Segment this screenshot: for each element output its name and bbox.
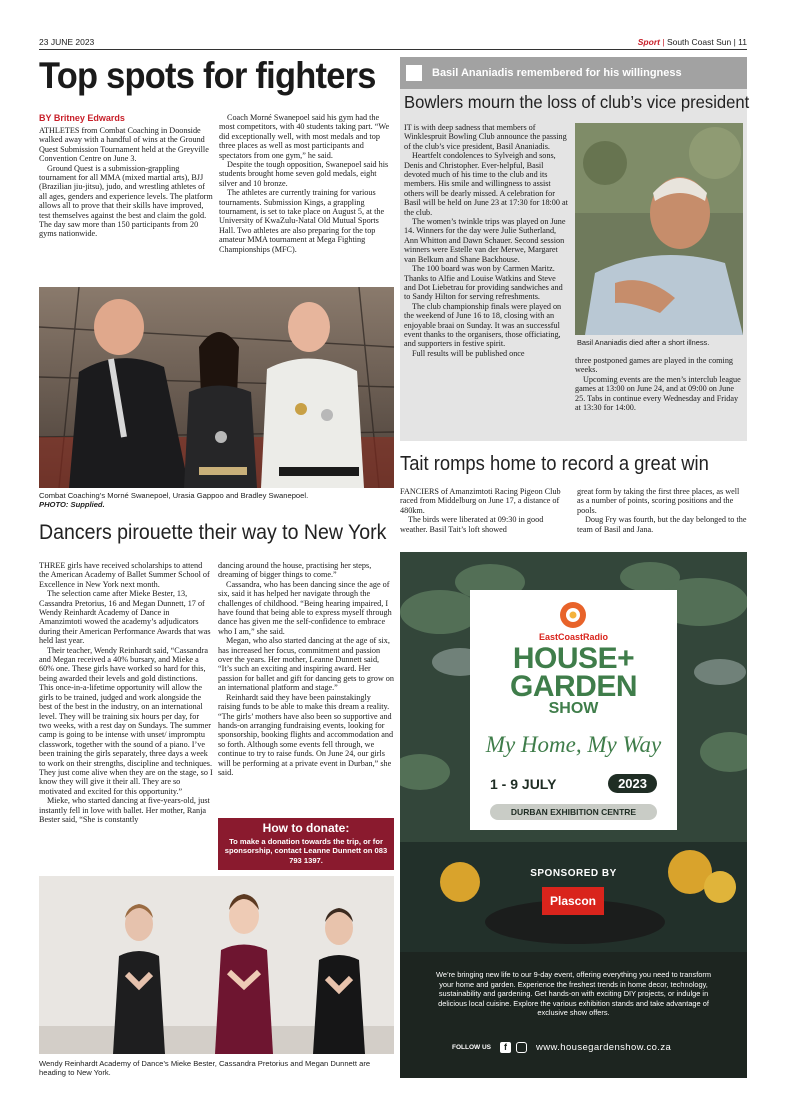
bowls-para: Heartfelt condolences to Sylveigh and sons, Denis and Christopher. Ever-helpful, Basil devoted much of his time to the club and its members. His smile and willingness to assist others will be dearly missed. A celebration for Basil will be held on June 23 at 17:30 for 18:00 at the club. xyxy=(404,151,568,217)
dancers-caption: Wendy Reinhardt Academy of Dance’s Mieke Bester, Cassandra Pretorius and Megan Dunnett are heading to New York. xyxy=(39,1059,371,1077)
bowls-kicker: Basil Ananiadis remembered for his willingness xyxy=(432,67,682,79)
header-page: 11 xyxy=(738,37,747,47)
bowls-photo xyxy=(575,123,743,335)
fighters-byline: BY Britney Edwards xyxy=(39,113,125,123)
fighters-para: Ground Quest is a submission-grappling tournament for all MMA (mixed martial arts), BJJ (Brazilian jiu-jitsu), judo, and wrestling athletes of all ages, genders and experience levels. The platform allows all to prove that their skills have improved, test themselves against the best and claim the gold. The day saw more than 150 participants from 20 gyms nationwide. xyxy=(39,163,213,239)
bowls-kicker-bar xyxy=(400,57,747,89)
pigeons-para: great form by taking the first three places, as well as a number of points, scoring positions and the pools. xyxy=(577,487,740,515)
advert-blurb: We’re bringing new life to our 9-day event, offering everything you need to transform your home and garden. Experience the freshest trends in home decor, technology, sustainability and gardening. Get hands-on with exciting DIY projects, or indulge in delicious local cuisine. Explore the various exhibition stands and take advantage of exclusive show offers. xyxy=(436,970,711,1018)
advert-flower-icon xyxy=(558,600,588,630)
advert-dates-row xyxy=(490,774,657,796)
fighters-headline: Top spots for fighters xyxy=(39,55,376,96)
advert-url[interactable]: www.housegardenshow.co.za xyxy=(536,1042,672,1053)
bowls-col1 xyxy=(404,123,569,358)
instagram-icon[interactable] xyxy=(516,1042,527,1053)
dancers-para: Cassandra, who has been dancing since the age of six, said it has helped her navigate through the challenges of childhood. “Being hearing impaired, I have found that being able to express myself through dance has given me the self-confidence to embrace who I am,” she said. xyxy=(218,579,392,636)
bowls-para: The club championship finals were played on the weekend of June 16 to 18, closing with an enjoyable braai on Sunday. It was an successful event thanks to the organisers, those officiating, and supporters in festive spirit. xyxy=(404,301,562,349)
pigeons-para: The birds were liberated at 09:30 in good weather. Basil Tait’s loft showed xyxy=(400,515,544,534)
advert-title-3: SHOW xyxy=(548,700,599,717)
dancers-para: Megan, who also started dancing at the age of six, has increased her focus, commitment and passion over the years. Her mother, Leanne Dunnett said, “It’s such an exciting and inspiring award. Her passion for ballet and gift for dancing gets to grow on an international platform and stage.” xyxy=(218,636,394,693)
header-section: Sport xyxy=(637,37,660,47)
dancers-col2 xyxy=(218,561,394,777)
pigeons-col1 xyxy=(400,487,572,534)
bowls-box xyxy=(400,57,750,441)
header-date: 23 JUNE 2023 xyxy=(39,37,95,47)
dancers-para: Mieke, who started dancing at five-years-old, just instantly fell in love with ballet. Her mother, Ranja Bester said, “She is constantly xyxy=(39,796,210,824)
advert-year: 2023 xyxy=(608,774,657,793)
bowls-para: The 100 board was won by Carmen Maritz. Thanks to Alfie and Louise Watkins and Steve and Dot Liebetrau for providing sandwiches and to Sandy Hilton for serving refreshments. xyxy=(404,264,563,302)
advert-dates: 1 - 9 JULY xyxy=(490,776,557,792)
facebook-icon[interactable]: f xyxy=(500,1042,511,1053)
header-paper: South Coast Sun xyxy=(666,37,732,47)
bowls-col2 xyxy=(575,356,743,412)
bowls-para: Upcoming events are the men’s interclub league games at 13:00 on June 24, and at 09:00 on June 25. Tabs in continue every Wednesday and Friday at 13:30 for 14:00. xyxy=(575,374,741,413)
dancers-para: Reinhardt said they have been painstakingly raising funds to be able to make this dream a reality. “The girls’ mothers have also been so supportive and hands-on arranging fundraising events, looking for sponsorship, booking flights and accommodation and so forth. Although some events fell through, we continue to try to raise funds. On June 24, our girls will be performing at a private event in Durban,” she said. xyxy=(218,692,394,777)
header-rule xyxy=(39,49,747,50)
fighters-para: Coach Morné Swanepoel said his gym had the most competitors, with 40 students taking part. “We did exceptionally well, with most medals and top three places as well as most participants and spectators from one gym,” he said. xyxy=(219,113,390,160)
dancers-para: The selection came after Mieke Bester, 13, Cassandra Pretorius, 16 and Megan Dunnett, 17 of Wendy Reinhardt Academy of Dance in Amanzimtoti wowed the academy’s adjudicators during their American Performance Awards that was held last year. xyxy=(39,589,211,646)
advert-tagline: My Home, My Way xyxy=(485,732,662,757)
dancers-para: dancing around the house, practising her steps, dreaming of bigger things to come.” xyxy=(218,561,372,580)
dancers-headline: Dancers pirouette their way to New York xyxy=(39,521,387,544)
bowls-para: three postponed games are played in the coming weeks. xyxy=(575,356,734,375)
fighters-photo-illustration xyxy=(39,287,394,488)
advert-follow: FOLLOW US xyxy=(452,1044,491,1051)
donate-text: To make a donation towards the trip, or for sponsorship, contact Leanne Dunnett on 083 793 1397. xyxy=(224,837,388,865)
advert-footer xyxy=(430,1039,717,1059)
pigeons-col2 xyxy=(577,487,747,534)
advert-venue: DURBAN EXHIBITION CENTRE xyxy=(490,804,657,820)
fighters-caption xyxy=(39,491,394,509)
fighters-photo xyxy=(39,287,394,488)
page-header: 23 JUNE 2023 Sport | South Coast Sun | 11 xyxy=(39,37,747,47)
bowls-caption: Basil Ananiadis died after a short illness. xyxy=(577,338,710,347)
dancers-para: Their teacher, Wendy Reinhardt said, “Cassandra and Megan received a 40% bursary, and Mieke a 60% one. These girls have worked so hard for this, being awarded their levels and gold distinctions. This once-in-a-lifetime opportunity will allow the girls to be trained, judged and work alongside the best of the best in the industry, on an international level. They will be training six hours per day, for two weeks, with a rest day on Sundays. The summer camp is going to be intense with unset/ impromptu classwork, together with the sound of a piano. I’ve been training the girls separately, three days a week to work on their strengths, discipline and techniques. They just come alive when they are on the stage, so I know they will give it their all. They are so motivated and excited for this opportunity.” xyxy=(39,645,213,796)
dancers-photo-illustration xyxy=(39,876,394,1054)
dancers-photo xyxy=(39,876,394,1054)
bowls-para: Full results will be published once xyxy=(412,348,525,358)
bowls-kicker-square xyxy=(406,65,422,81)
donate-box xyxy=(218,818,394,870)
pigeons-para: FANCIERS of Amanzimtoti Racing Pigeon Club raced from Middelburg on June 17, a distance of 480km. xyxy=(400,487,561,515)
dancers-para: THREE girls have received scholarships to attend the American Academy of Ballet Summer School of Excellence in New York next month. xyxy=(39,561,210,589)
advert-logo-card xyxy=(470,590,677,830)
fighters-col2 xyxy=(219,113,394,254)
advert xyxy=(400,552,747,1078)
advert-sponsor-logo: Plascon xyxy=(542,887,604,915)
dancers-col1 xyxy=(39,561,213,824)
pigeons-headline: Tait romps home to record a great win xyxy=(400,453,709,475)
bowls-para: The women’s twinkle trips was played on June 14. Winners for the day were Julie Sutherland, Ann Whitton and Dawn Schauer. Second session winners were Estelle van der Merwe, Margaret van Belkum and Shane Backhouse. xyxy=(404,217,566,264)
bowls-para: IT is with deep sadness that members of Winklespruit Bowling Club announce the passing of the club’s vice president, Basil Ananiadis. xyxy=(404,123,567,151)
fighters-para: The athletes are currently training for various tournaments. Submission Kings, a grappling tournament, is set to take place on August 5, at the University of KwaZulu-Natal Old Mutual Sports Hall. Two athletes are also preparing for the top amateur MMA tournament at Mega Fighting Championships (MFC). xyxy=(219,188,385,254)
fighters-col1 xyxy=(39,126,214,239)
pigeons-para: Doug Fry was fourth, but the day belonged to the team of Basil and Jana. xyxy=(577,515,747,534)
advert-title-1: HOUSE+ xyxy=(512,642,635,675)
fighters-para: ATHLETES from Combat Coaching in Doonside walked away with a handful of wins at the Ground Quest Submission Tournament held at the Greyville Convention Centre on June 3. xyxy=(39,126,209,164)
basil-portrait-illustration xyxy=(575,123,743,335)
fighters-caption-text: Combat Coaching’s Morné Swanepoel, Urasia Gappoo and Bradley Swanepoel. xyxy=(39,491,309,500)
donate-title: How to donate: xyxy=(262,821,350,835)
advert-title-2: GARDEN xyxy=(509,670,637,703)
advert-radio: EastCoastRadio xyxy=(538,632,609,642)
fighters-para: Despite the tough opposition, Swanepoel said his students brought home seven gold medals, eight silver and 10 bronze. xyxy=(219,160,389,188)
advert-sponsored-by: SPONSORED BY xyxy=(530,868,617,879)
bowls-headline: Bowlers mourn the loss of club’s vice president xyxy=(404,92,750,112)
fighters-photo-credit: PHOTO: Supplied. xyxy=(39,500,105,509)
